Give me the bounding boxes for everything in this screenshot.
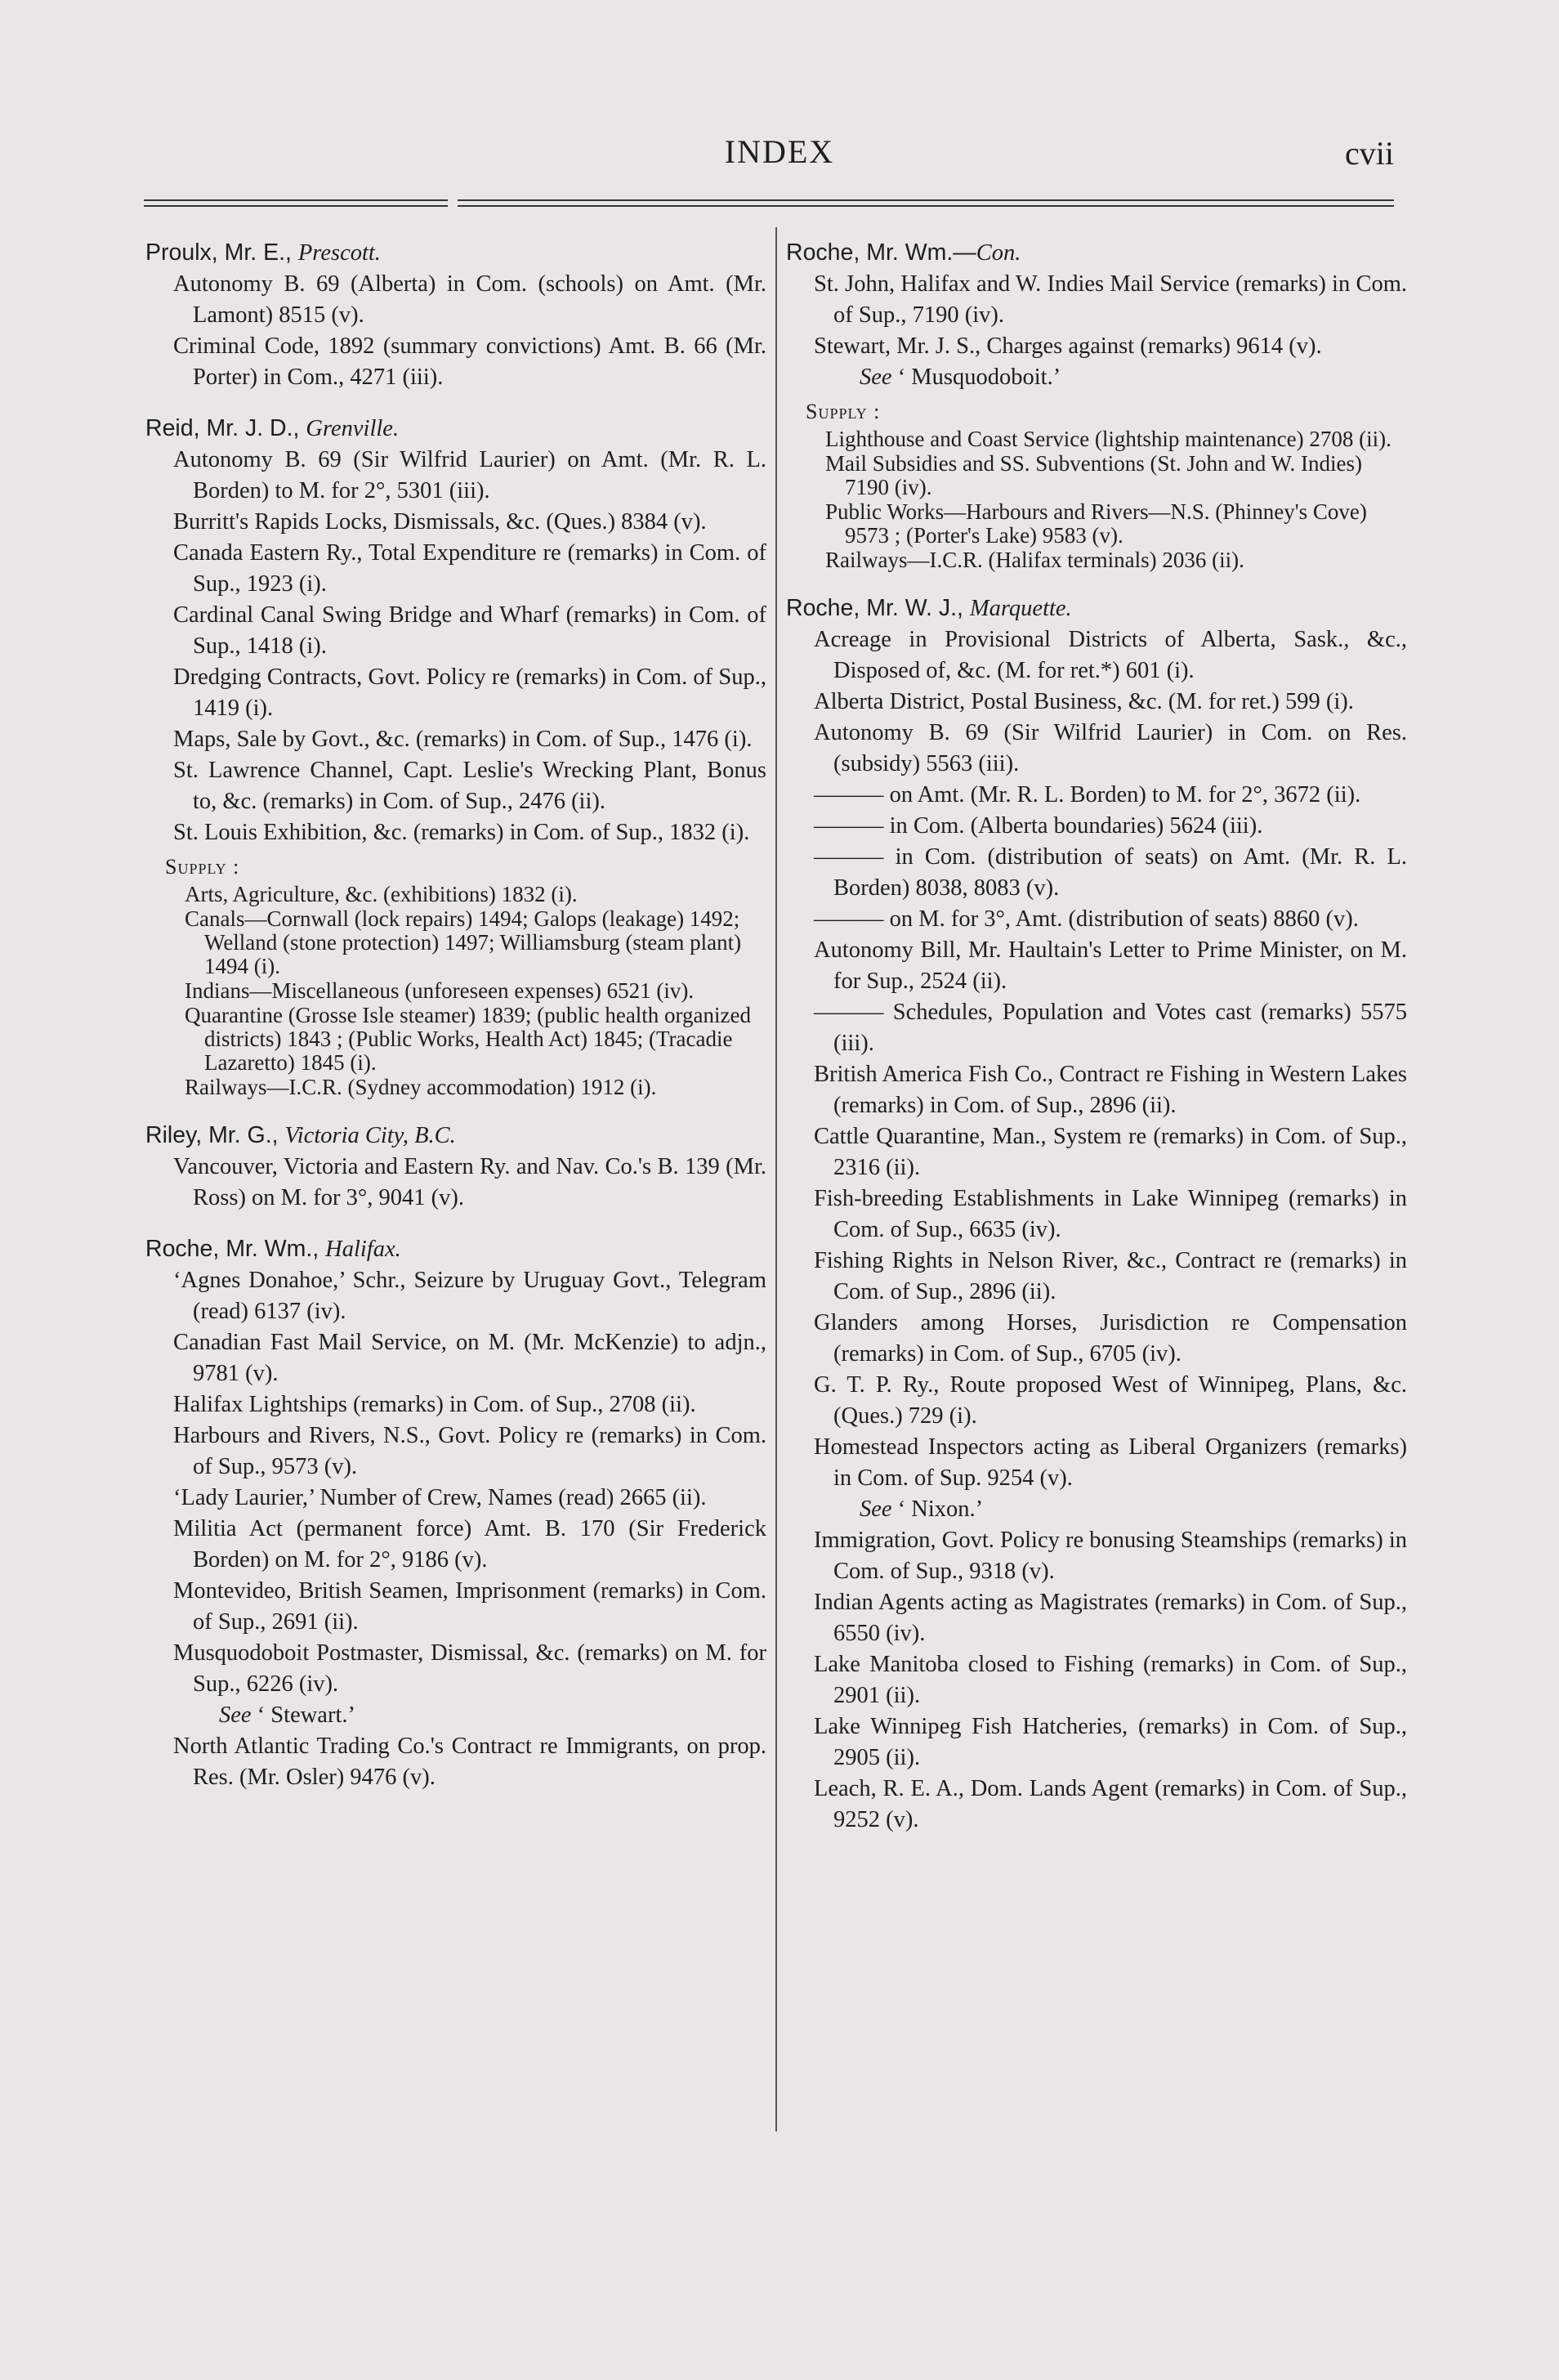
index-entry: Autonomy B. 69 (Sir Wilfrid Laurier) on Amt. (Mr. R. L. Borden) to M. for 2°, 5301 (iii). xyxy=(173,447,766,503)
index-entry: Harbours and Rivers, N.S., Govt. Policy re (remarks) in Com. of Sup., 9573 (v). xyxy=(173,1423,766,1479)
index-entry: Canada Eastern Ry., Total Expenditure re (remarks) in Com. of Sup., 1923 (i). xyxy=(173,540,766,597)
index-entry: ——— on Amt. (Mr. R. L. Borden) to M. for 2°, 3672 (ii). xyxy=(814,782,1361,808)
entry-list-roche-con xyxy=(786,269,1407,362)
index-entry: Criminal Code, 1892 (summary convictions) Amt. B. 66 (Mr. Porter) in Com., 4271 (iii). xyxy=(173,333,766,390)
index-entry: Dredging Contracts, Govt. Policy re (remarks) in Com. of Sup., 1419 (i). xyxy=(173,664,766,721)
index-entry: Leach, R. E. A., Dom. Lands Agent (remarks) in Com. of Sup., 9252 (v). xyxy=(814,1776,1407,1832)
supply-list-roche-con xyxy=(786,427,1407,572)
index-entry: Alberta District, Postal Business, &c. (M. for ret.) 599 (i). xyxy=(814,689,1354,714)
index-entry: St. Louis Exhibition, &c. (remarks) in Com. of Sup., 1832 (i). xyxy=(173,820,750,845)
right-column xyxy=(786,237,1407,1836)
header-rule-right xyxy=(458,199,1394,207)
index-entry: Vancouver, Victoria and Eastern Ry. and Nav. Co.'s B. 139 (Mr. Ross) on M. for 3°, 9041 (v). xyxy=(173,1154,766,1210)
entry-list-roche-wj xyxy=(786,624,1407,1494)
index-entry: Glanders among Horses, Jurisdiction re Compensation (remarks) in Com. of Sup., 6705 (iv). xyxy=(814,1310,1407,1367)
entry-list-reid xyxy=(145,445,766,848)
index-entry: Autonomy B. 69 (Alberta) in Com. (schools) on Amt. (Mr. Lamont) 8515 (v). xyxy=(173,271,766,328)
supply-list-reid xyxy=(145,883,766,1099)
index-heading-proulx: Proulx, Mr. E., Prescott. xyxy=(145,239,381,266)
header-rule-left xyxy=(144,199,448,207)
supply-entry: Canals—Cornwall (lock repairs) 1494; Galops (leakage) 1492; Welland (stone protection) 1497; Williamsburg (steam plant) 1494 (i). xyxy=(185,906,742,978)
index-entry: Halifax Lightships (remarks) in Com. of Sup., 2708 (ii). xyxy=(173,1392,696,1417)
supply-entry: Indians—Miscellaneous (unforeseen expenses) 6521 (iv). xyxy=(185,978,695,1003)
supply-entry: Mail Subsidies and SS. Subventions (St. John and W. Indies) 7190 (iv). xyxy=(825,451,1363,499)
index-entry: Fishing Rights in Nelson River, &c., Contract re (remarks) in Com. of Sup., 2896 (ii). xyxy=(814,1248,1407,1304)
index-heading-roche-wj: Roche, Mr. W. J., Marquette. xyxy=(786,595,1072,621)
index-entry: ‘Agnes Donahoe,’ Schr., Seizure by Uruguay Govt., Telegram (read) 6137 (iv). xyxy=(173,1268,766,1324)
entry-list-roche-wm-cont xyxy=(145,1731,766,1793)
index-entry: ——— on M. for 3°, Amt. (distribution of seats) 8860 (v). xyxy=(814,906,1359,932)
index-heading-roche-wm: Roche, Mr. Wm., Halifax. xyxy=(145,1236,401,1262)
index-entry: Lake Manitoba closed to Fishing (remarks) in Com. of Sup., 2901 (ii). xyxy=(814,1652,1407,1708)
entry-list-riley xyxy=(145,1152,766,1214)
index-entry: Cardinal Canal Swing Bridge and Wharf (remarks) in Com. of Sup., 1418 (i). xyxy=(173,602,766,659)
index-entry: Stewart, Mr. J. S., Charges against (remarks) 9614 (v). xyxy=(814,333,1322,359)
index-entry: British America Fish Co., Contract re Fishing in Western Lakes (remarks) in Com. of Sup., 2896 (ii). xyxy=(814,1062,1407,1118)
supply-entry: Public Works—Harbours and Rivers—N.S. (Phinney's Cove) 9573 ; (Porter's Lake) 9583 (v). xyxy=(825,499,1367,548)
index-entry: ——— Schedules, Population and Votes cast (remarks) 5575 (iii). xyxy=(814,1000,1407,1056)
index-entry: Canadian Fast Mail Service, on M. (Mr. McKenzie) to adjn., 9781 (v). xyxy=(173,1330,766,1386)
supply-entry: Railways—I.C.R. (Halifax terminals) 2036 (ii). xyxy=(825,548,1244,572)
page-number: cvii xyxy=(1345,135,1394,172)
index-entry: Musquodoboit Postmaster, Dismissal, &c. (remarks) on M. for Sup., 6226 (iv). xyxy=(173,1640,766,1697)
index-entry: North Atlantic Trading Co.'s Contract re Immigrants, on prop. Res. (Mr. Osler) 9476 (v). xyxy=(173,1734,766,1790)
index-entry: Cattle Quarantine, Man., System re (remarks) in Com. of Sup., 2316 (ii). xyxy=(814,1124,1407,1180)
index-entry: St. John, Halifax and W. Indies Mail Service (remarks) in Com. of Sup., 7190 (iv). xyxy=(814,271,1407,328)
column-divider xyxy=(775,227,777,2132)
index-entry: Fish-breeding Establishments in Lake Winnipeg (remarks) in Com. of Sup., 6635 (iv). xyxy=(814,1186,1407,1242)
index-entry: Burritt's Rapids Locks, Dismissals, &c. (Ques.) 8384 (v). xyxy=(173,509,707,535)
page-title: INDEX xyxy=(724,133,835,170)
supply-label: Supply : xyxy=(165,855,240,879)
index-entry: Indian Agents acting as Magistrates (remarks) in Com. of Sup., 6550 (iv). xyxy=(814,1590,1407,1646)
index-entry: Maps, Sale by Govt., &c. (remarks) in Com. of Sup., 1476 (i). xyxy=(173,727,753,752)
left-column xyxy=(145,237,766,1793)
see-reference: See ‘ Stewart.’ xyxy=(219,1702,355,1728)
index-entry: Autonomy Bill, Mr. Haultain's Letter to Prime Minister, on M. for Sup., 2524 (ii). xyxy=(814,937,1407,994)
entry-list-roche-wj-cont xyxy=(786,1525,1407,1836)
index-entry: G. T. P. Ry., Route proposed West of Winnipeg, Plans, &c. (Ques.) 729 (i). xyxy=(814,1372,1407,1429)
index-entry: Homestead Inspectors acting as Liberal Organizers (remarks) in Com. of Sup. 9254 (v). xyxy=(814,1434,1407,1491)
supply-label: Supply : xyxy=(806,400,881,423)
index-heading-riley: Riley, Mr. G., Victoria City, B.C. xyxy=(145,1122,456,1148)
index-entry: St. Lawrence Channel, Capt. Leslie's Wrecking Plant, Bonus to, &c. (remarks) in Com. of Sup., 2476 (ii). xyxy=(173,758,766,814)
supply-entry: Lighthouse and Coast Service (lightship maintenance) 2708 (ii). xyxy=(825,427,1391,451)
supply-entry: Quarantine (Grosse Isle steamer) 1839; (public health organized districts) 1843 ; (Public Works, Health Act) 1845; (Tracadie Lazaretto) 1845 (i). xyxy=(185,1003,752,1075)
index-heading-roche-wm-con: Roche, Mr. Wm.—Con. xyxy=(786,239,1021,266)
index-entry: Autonomy B. 69 (Sir Wilfrid Laurier) in Com. on Res. (subsidy) 5563 (iii). xyxy=(814,720,1407,776)
entry-list-roche-wm xyxy=(145,1265,766,1700)
index-entry: ——— in Com. (distribution of seats) on Amt. (Mr. R. L. Borden) 8038, 8083 (v). xyxy=(814,844,1407,901)
index-heading-reid: Reid, Mr. J. D., Grenville. xyxy=(145,415,400,441)
see-reference: See ‘ Musquodoboit.’ xyxy=(860,365,1061,390)
supply-entry: Railways—I.C.R. (Sydney accommodation) 1912 (i). xyxy=(185,1075,657,1099)
index-entry: Militia Act (permanent force) Amt. B. 170 (Sir Frederick Borden) on M. for 2°, 9186 (v). xyxy=(173,1516,766,1572)
entry-list-proulx xyxy=(145,269,766,393)
index-entry: ——— in Com. (Alberta boundaries) 5624 (iii). xyxy=(814,813,1263,839)
supply-entry: Arts, Agriculture, &c. (exhibitions) 1832 (i). xyxy=(185,882,578,906)
index-entry: ‘Lady Laurier,’ Number of Crew, Names (read) 2665 (ii). xyxy=(173,1485,707,1510)
index-entry: Immigration, Govt. Policy re bonusing Steamships (remarks) in Com. of Sup., 9318 (v). xyxy=(814,1528,1407,1584)
index-entry: Montevideo, British Seamen, Imprisonment (remarks) in Com. of Sup., 2691 (ii). xyxy=(173,1578,766,1635)
index-entry: Acreage in Provisional Districts of Alberta, Sask., &c., Disposed of, &c. (M. for ret.*) 601 (i). xyxy=(814,627,1407,683)
see-reference: See ‘ Nixon.’ xyxy=(860,1496,984,1522)
index-entry: Lake Winnipeg Fish Hatcheries, (remarks) in Com. of Sup., 2905 (ii). xyxy=(814,1714,1407,1770)
